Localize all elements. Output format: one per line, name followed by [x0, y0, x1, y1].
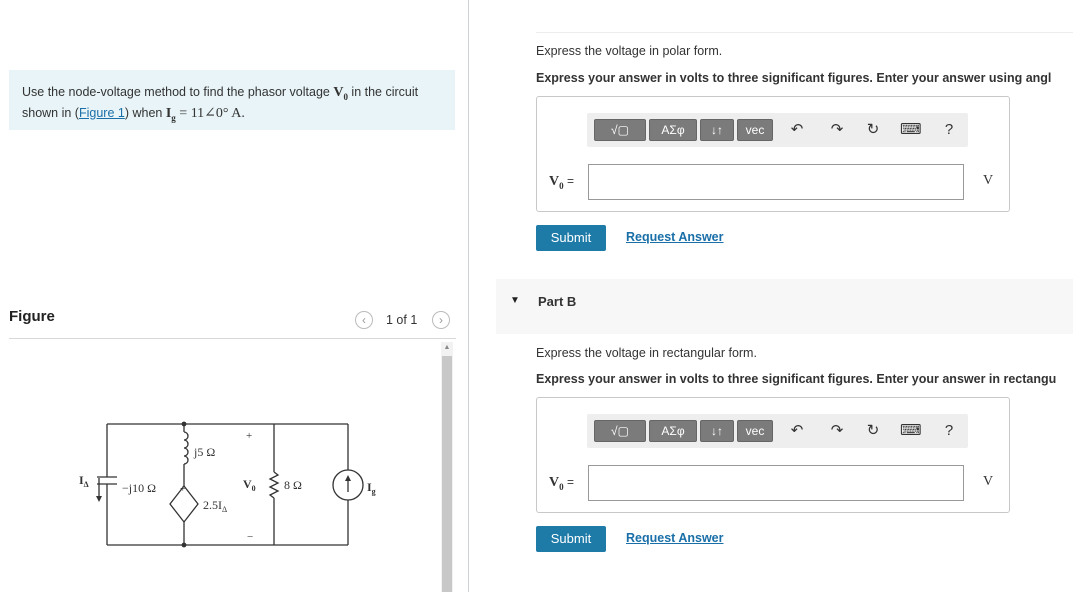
undo-icon[interactable]: ↶	[790, 422, 804, 439]
part-b-toolbar	[587, 414, 968, 448]
part-b-instructions: Express your answer in volts to three significant figures. Enter your answer in rectangu	[536, 372, 1057, 386]
svg-text:IΔ: $I_\Delta$	[79, 473, 89, 489]
part-b-prompt: Express the voltage in rectangular form.	[536, 346, 757, 360]
capacitor-label: −j10 Ω	[122, 481, 157, 495]
part-a-answer-input[interactable]	[588, 164, 964, 200]
part-b-variable-label: $V_0$ =	[549, 475, 574, 492]
figure-title: Figure	[9, 308, 55, 325]
part-b-unit: V	[983, 474, 994, 489]
updown-arrows-icon: ↓↑	[711, 123, 723, 137]
part-a-unit: V	[983, 173, 994, 188]
greek-button[interactable]: ΑΣφ	[649, 420, 697, 442]
part-a-submit-button[interactable]: Submit	[536, 225, 606, 251]
svg-text:Ig: $I_g$	[367, 480, 376, 496]
svg-text:−: −	[247, 531, 254, 543]
resistor	[270, 472, 278, 498]
templates-button[interactable]	[594, 119, 646, 141]
reset-icon[interactable]: ↻	[866, 422, 880, 439]
svg-text:V0: $V_0$	[243, 477, 256, 493]
updown-arrows-icon: ↓↑	[711, 424, 723, 438]
part-b-answer-input[interactable]	[588, 465, 964, 501]
resistor-label: 8 Ω	[284, 478, 302, 492]
part-b-request-answer-link[interactable]: Request Answer	[626, 531, 724, 545]
next-figure-button[interactable]	[432, 311, 450, 329]
vec-button[interactable]: vec	[737, 119, 773, 141]
column-divider	[468, 0, 469, 592]
prev-figure-button[interactable]	[355, 311, 373, 329]
problem-statement: Use the node-voltage method to find the phasor voltage $V_0$ in the circuit shown in (Figure 1) when $I_g$ = 11∠0° A.	[9, 70, 455, 130]
redo-icon[interactable]: ↷	[830, 121, 844, 138]
figure-pager: 1 of 1	[386, 313, 418, 327]
arrows-button[interactable]	[700, 119, 734, 141]
greek-button[interactable]: ΑΣφ	[649, 119, 697, 141]
help-icon[interactable]: ?	[944, 121, 954, 138]
node-top	[182, 422, 187, 427]
part-b-title[interactable]: Part B	[538, 294, 577, 309]
node-bottom	[182, 543, 187, 548]
part-a-variable-label: $V_0$ =	[549, 174, 574, 191]
circuit-diagram	[60, 412, 440, 562]
chevron-right-icon: ›	[439, 313, 443, 327]
chevron-left-icon: ‹	[362, 313, 366, 327]
svg-text:+: +	[246, 430, 253, 442]
part-a-prompt: Express the voltage in polar form.	[536, 44, 723, 58]
vec-button[interactable]: vec	[737, 420, 773, 442]
svg-text:+: +	[180, 484, 186, 495]
svg-text:2.5IΔ: $2.5I_\Delta$	[203, 498, 228, 514]
undo-icon[interactable]: ↶	[790, 121, 804, 138]
help-icon[interactable]: ?	[944, 422, 954, 439]
scroll-up-arrow-icon[interactable]: ▲	[443, 344, 451, 351]
inductor-label: j5 Ω	[194, 445, 216, 459]
part-b-header[interactable]	[496, 279, 1073, 334]
part-a-instructions: Express your answer in volts to three significant figures. Enter your answer using angl	[536, 71, 1052, 85]
redo-icon[interactable]: ↷	[830, 422, 844, 439]
collapse-triangle-icon[interactable]: ▼	[510, 295, 520, 306]
arrows-button[interactable]	[700, 420, 734, 442]
figure-divider	[9, 338, 456, 339]
keyboard-icon[interactable]: ⌨	[900, 422, 922, 439]
figure-link[interactable]: Figure 1	[78, 105, 125, 120]
inductor-coil	[184, 432, 188, 464]
figure-scrollbar-thumb[interactable]	[442, 356, 452, 592]
keyboard-icon[interactable]: ⌨	[900, 121, 922, 138]
sqrt-template-icon: √▢	[611, 123, 629, 137]
part-a-request-answer-link[interactable]: Request Answer	[626, 230, 724, 244]
part-b-submit-button[interactable]: Submit	[536, 526, 606, 552]
sqrt-template-icon: √▢	[611, 424, 629, 438]
templates-button[interactable]	[594, 420, 646, 442]
reset-icon[interactable]: ↻	[866, 121, 880, 138]
part-a-top-rule	[536, 32, 1073, 33]
part-a-toolbar	[587, 113, 968, 147]
